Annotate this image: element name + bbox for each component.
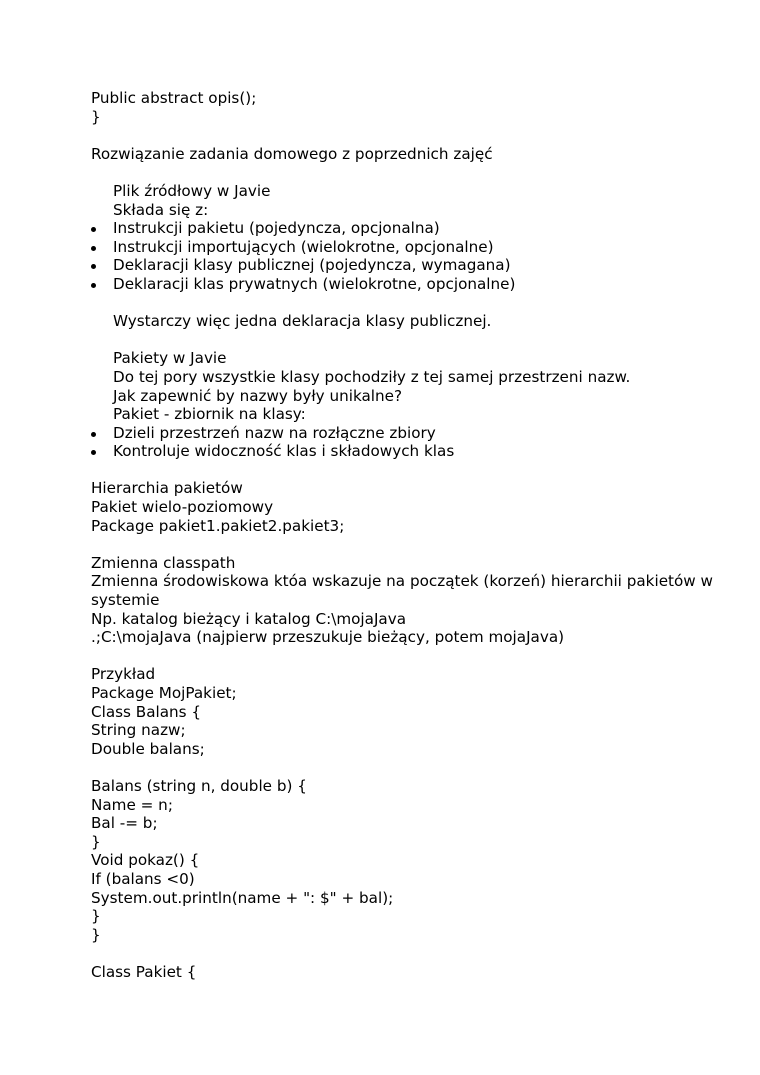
hierarchy-line: Pakiet wielo-poziomowy xyxy=(91,498,274,517)
source-file-intro: Składa się z: xyxy=(113,200,209,219)
packages-title: Pakiety w Javie xyxy=(113,349,227,368)
code-line: Class Pakiet { xyxy=(91,962,197,981)
list-item: Kontroluje widoczność klas i składowych klas xyxy=(91,442,731,461)
code-line: Void pokaz() { xyxy=(91,851,200,870)
list-item: Deklaracji klasy publicznej (pojedyncza, wymagana) xyxy=(91,256,731,275)
code-line: Bal -= b; xyxy=(91,814,158,833)
code-line: } xyxy=(91,832,101,851)
code-line: } xyxy=(91,107,101,126)
classpath-description: Zmienna środowiskowa któa wskazuje na początek (korzeń) hierarchii pakietów w systemie xyxy=(91,572,713,610)
code-line: If (balans <0) xyxy=(91,869,195,888)
list-item: Instrukcji pakietu (pojedyncza, opcjonalna) xyxy=(91,219,731,238)
section-heading-homework: Rozwiązanie zadania domowego z poprzednich zajęć xyxy=(91,144,493,163)
code-line: Name = n; xyxy=(91,795,173,814)
list-item: Deklaracji klas prywatnych (wielokrotne, opcjonalne) xyxy=(91,275,731,294)
packages-paragraph: Do tej pory wszystkie klasy pochodziły z tej samej przestrzeni nazw. xyxy=(113,367,631,386)
hierarchy-title: Hierarchia pakietów xyxy=(91,479,243,498)
packages-paragraph: Pakiet - zbiornik na klasy: xyxy=(113,405,306,424)
list-item: Instrukcji importujących (wielokrotne, opcjonalne) xyxy=(91,238,731,257)
code-line: Double balans; xyxy=(91,739,205,758)
classpath-title: Zmienna classpath xyxy=(91,553,236,572)
code-line: } xyxy=(91,925,101,944)
classpath-example: .;C:\mojaJava (najpierw przeszukuje bieżący, potem mojaJava) xyxy=(91,628,565,647)
example-title: Przykład xyxy=(91,665,156,684)
code-line: String nazw; xyxy=(91,721,186,740)
code-line: Package MojPakiet; xyxy=(91,684,237,702)
code-line: Balans (string n, double b) { xyxy=(91,776,307,795)
source-file-conclusion: Wystarczy więc jedna deklaracja klasy publicznej. xyxy=(113,312,492,331)
list-item: Dzieli przestrzeń nazw na rozłączne zbiory xyxy=(91,424,731,443)
document-body xyxy=(91,89,731,982)
packages-paragraph: Jak zapewnić by nazwy były unikalne? xyxy=(113,386,403,405)
code-line: System.out.println(name + ": $" + bal); xyxy=(91,888,394,907)
source-file-title: Plik źródłowy w Javie xyxy=(113,181,271,200)
classpath-example: Np. katalog bieżący i katalog C:\mojaJava xyxy=(91,609,407,628)
code-line: Public abstract opis(); xyxy=(91,89,257,107)
code-line: Class Balans { xyxy=(91,702,202,721)
code-line: } xyxy=(91,907,101,926)
hierarchy-line: Package pakiet1.pakiet2.pakiet3; xyxy=(91,516,345,535)
